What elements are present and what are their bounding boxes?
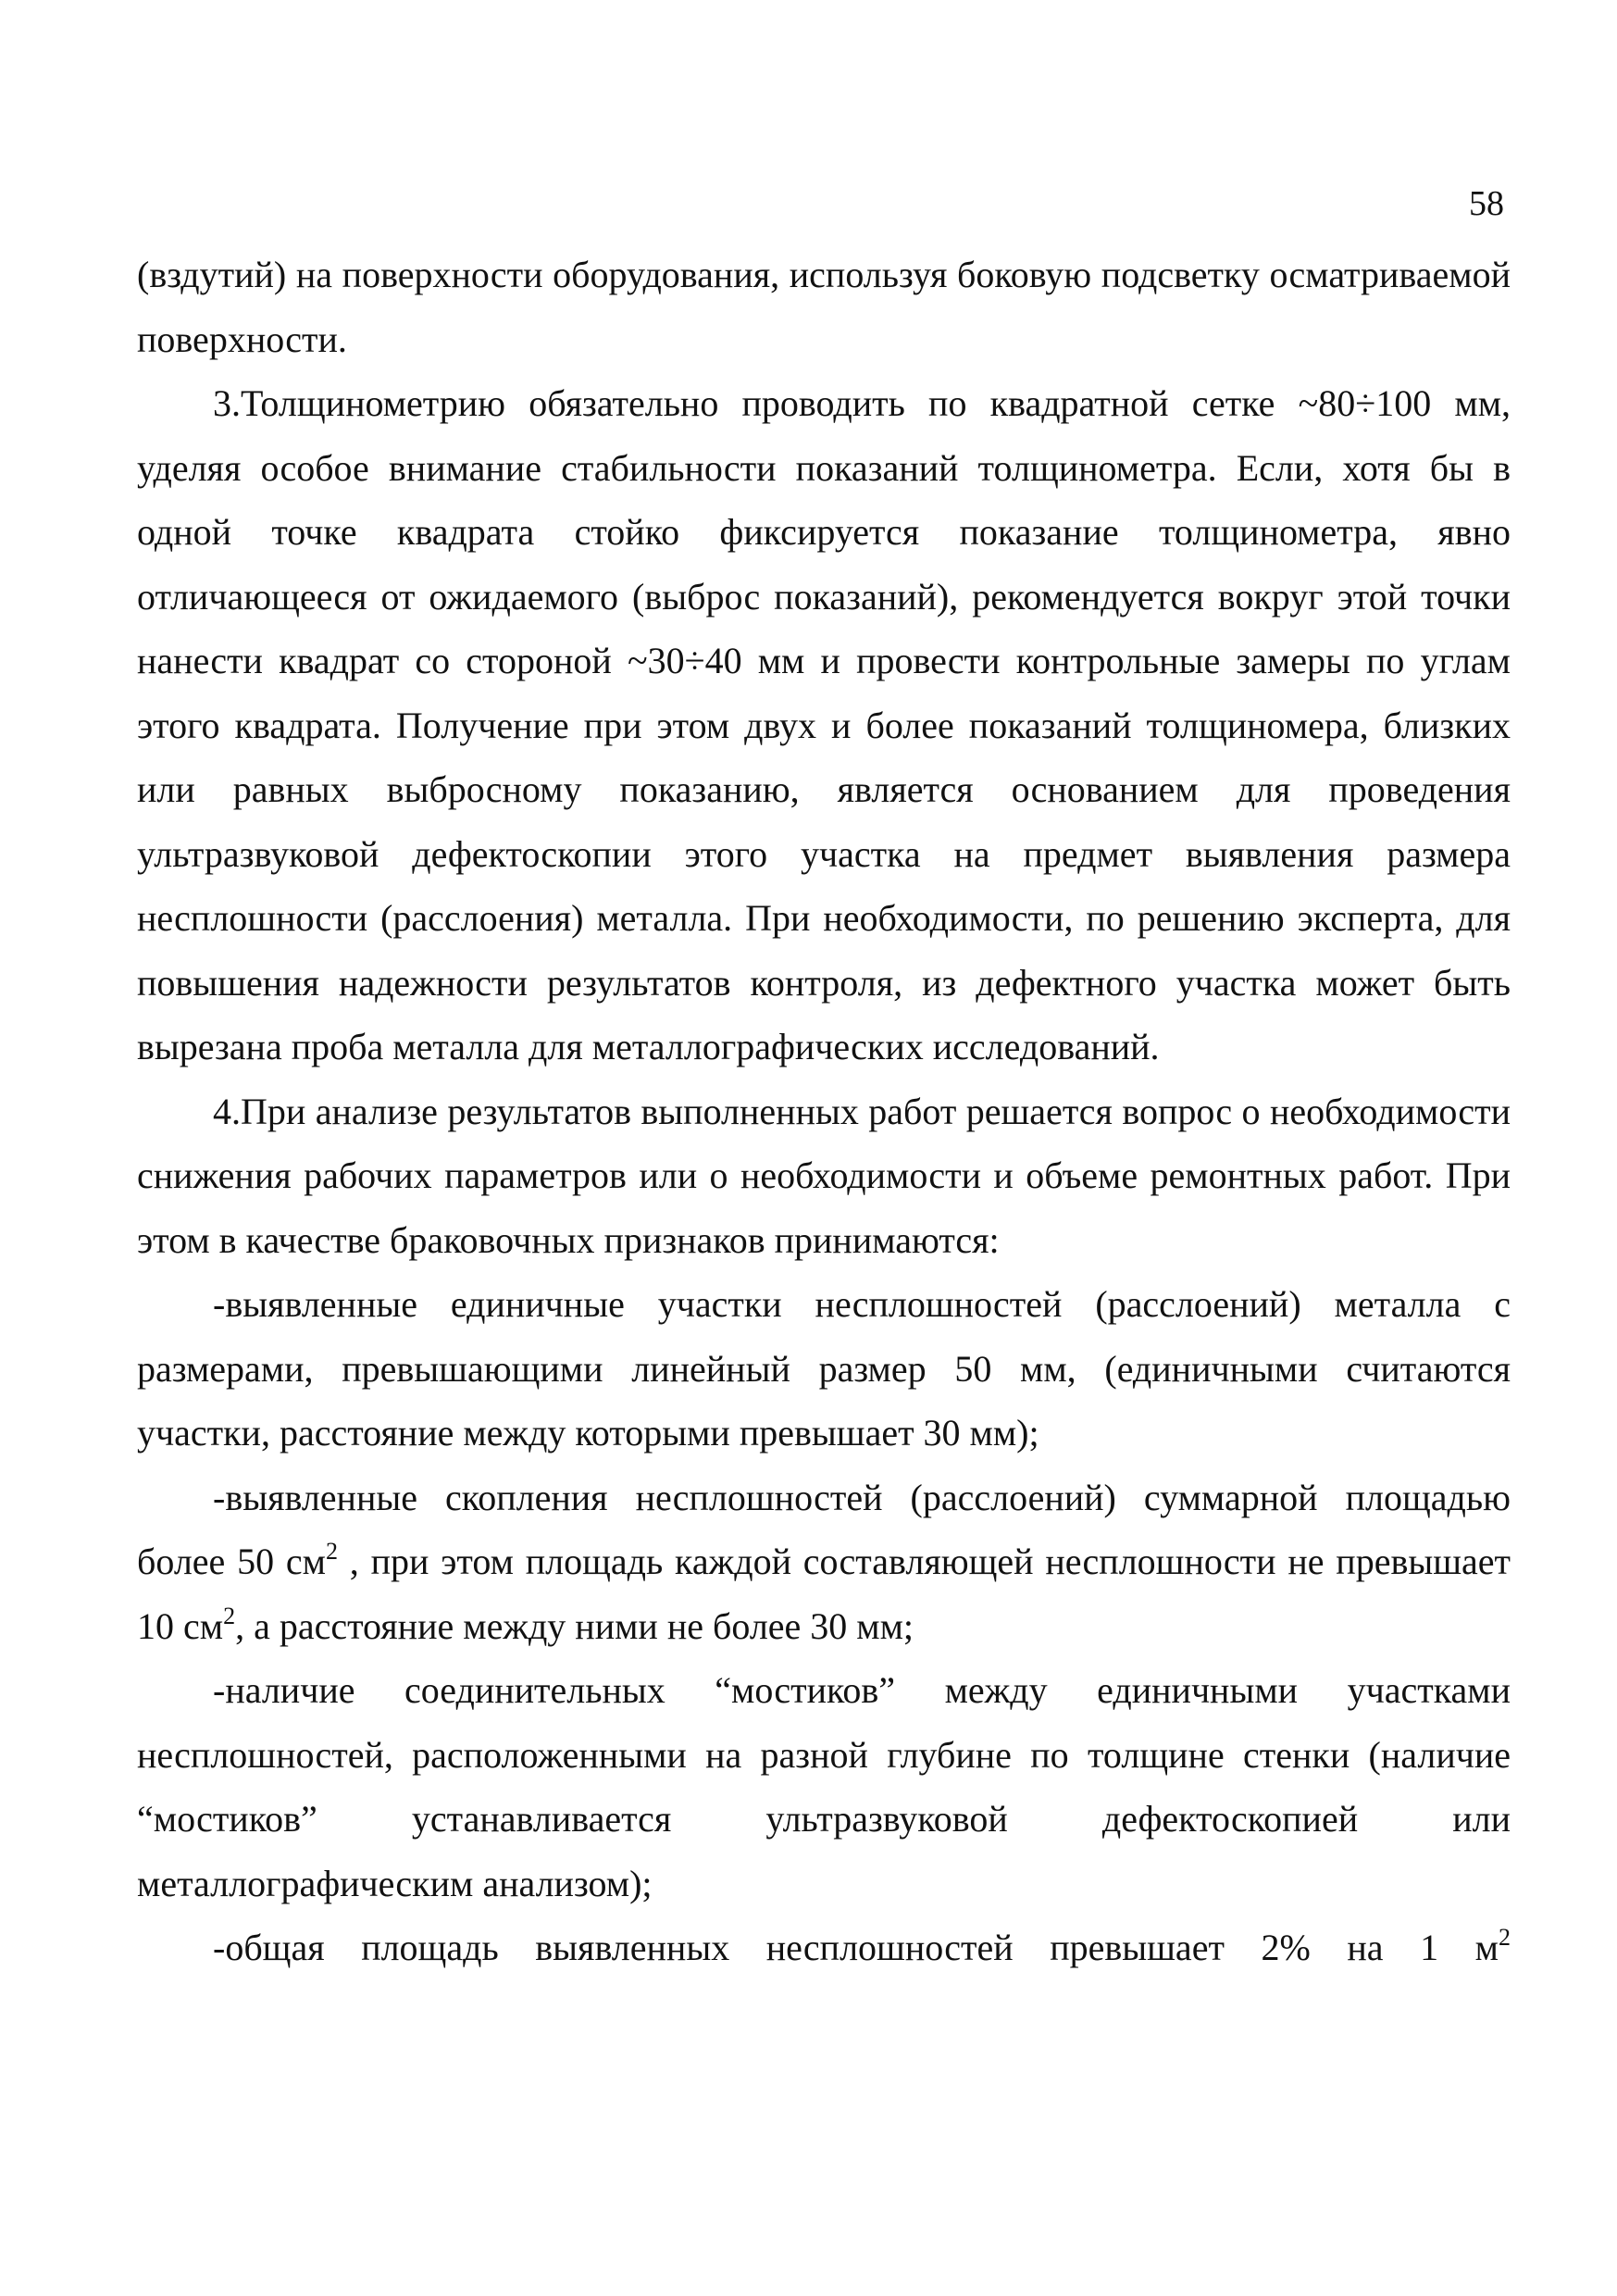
list-item-total-area-text: -общая площадь выявленных несплошностей превышает 2% на 1 м [213,1927,1499,1968]
paragraph-analysis-results: 4.При анализе результатов выполненных работ решается вопрос о необходимости снижения рабочих параметров или о необходимости и объеме ремонтных работ. При этом в качестве браковочных признаков принимаются: [137,1090,1511,1261]
paragraph-thickness-measurement: 3.Толщинометрию обязательно проводить по квадратной сетке ~80÷100 мм, уделяя особое внимание стабильности показаний толщинометра. Если, хотя бы в одной точке квадрата стойко фиксируется показание толщинометра, явно отличающееся от ожидаемого (выброс показаний), рекомендуется вокруг этой точки нанести квадрат со стороной ~30÷40 мм и провести контрольные замеры по углам этого квадрата. Получение при этом двух и более показаний толщиномера, близких или равных выбросному показанию, является основанием для проведения ультразвуковой дефектоскопии этого участка на предмет выявления размера несплошности (расслоения) металла. При необходимости, по решению эксперта, для повышения надежности результатов контроля, из дефектного участка может быть вырезана проба металла для металлографических исследований. [137,382,1511,1067]
superscript-squared: 2 [1499,1924,1511,1951]
list-item-clusters-text-1: -выявленные скопления несплошностей (расслоений) суммарной площадью более 50 см [137,1476,1511,1582]
document-body [137,243,1511,1980]
list-item-total-area [137,1915,1511,1980]
list-item-single-areas: -выявленные единичные участки несплошностей (расслоений) металла с размерами, превышающими линейный размер 50 мм, (единичными считаются участки, расстояние между которыми превышает 30 мм); [137,1283,1511,1454]
superscript-squared: 2 [325,1538,338,1565]
page-number: 58 [1469,184,1504,223]
list-item-clusters-text-2: , при этом площадь каждой составляющей несплошности не превышает 10 см [137,1541,1511,1647]
paragraph-continuation: (вздутий) на поверхности оборудования, используя боковую подсветку осматриваемой поверхности. [137,254,1511,360]
list-item-bridges: -наличие соединительных “мостиков” между единичными участками несплошностей, расположенными на разной глубине по толщине стенки (наличие “мостиков” устанавливается ультразвуковой дефектоскопией или металлографическим анализом); [137,1669,1511,1904]
superscript-squared: 2 [223,1602,236,1629]
list-item-clusters-text-3: , а расстояние между ними не более 30 мм; [235,1604,914,1647]
list-item-clusters [137,1466,1511,1659]
